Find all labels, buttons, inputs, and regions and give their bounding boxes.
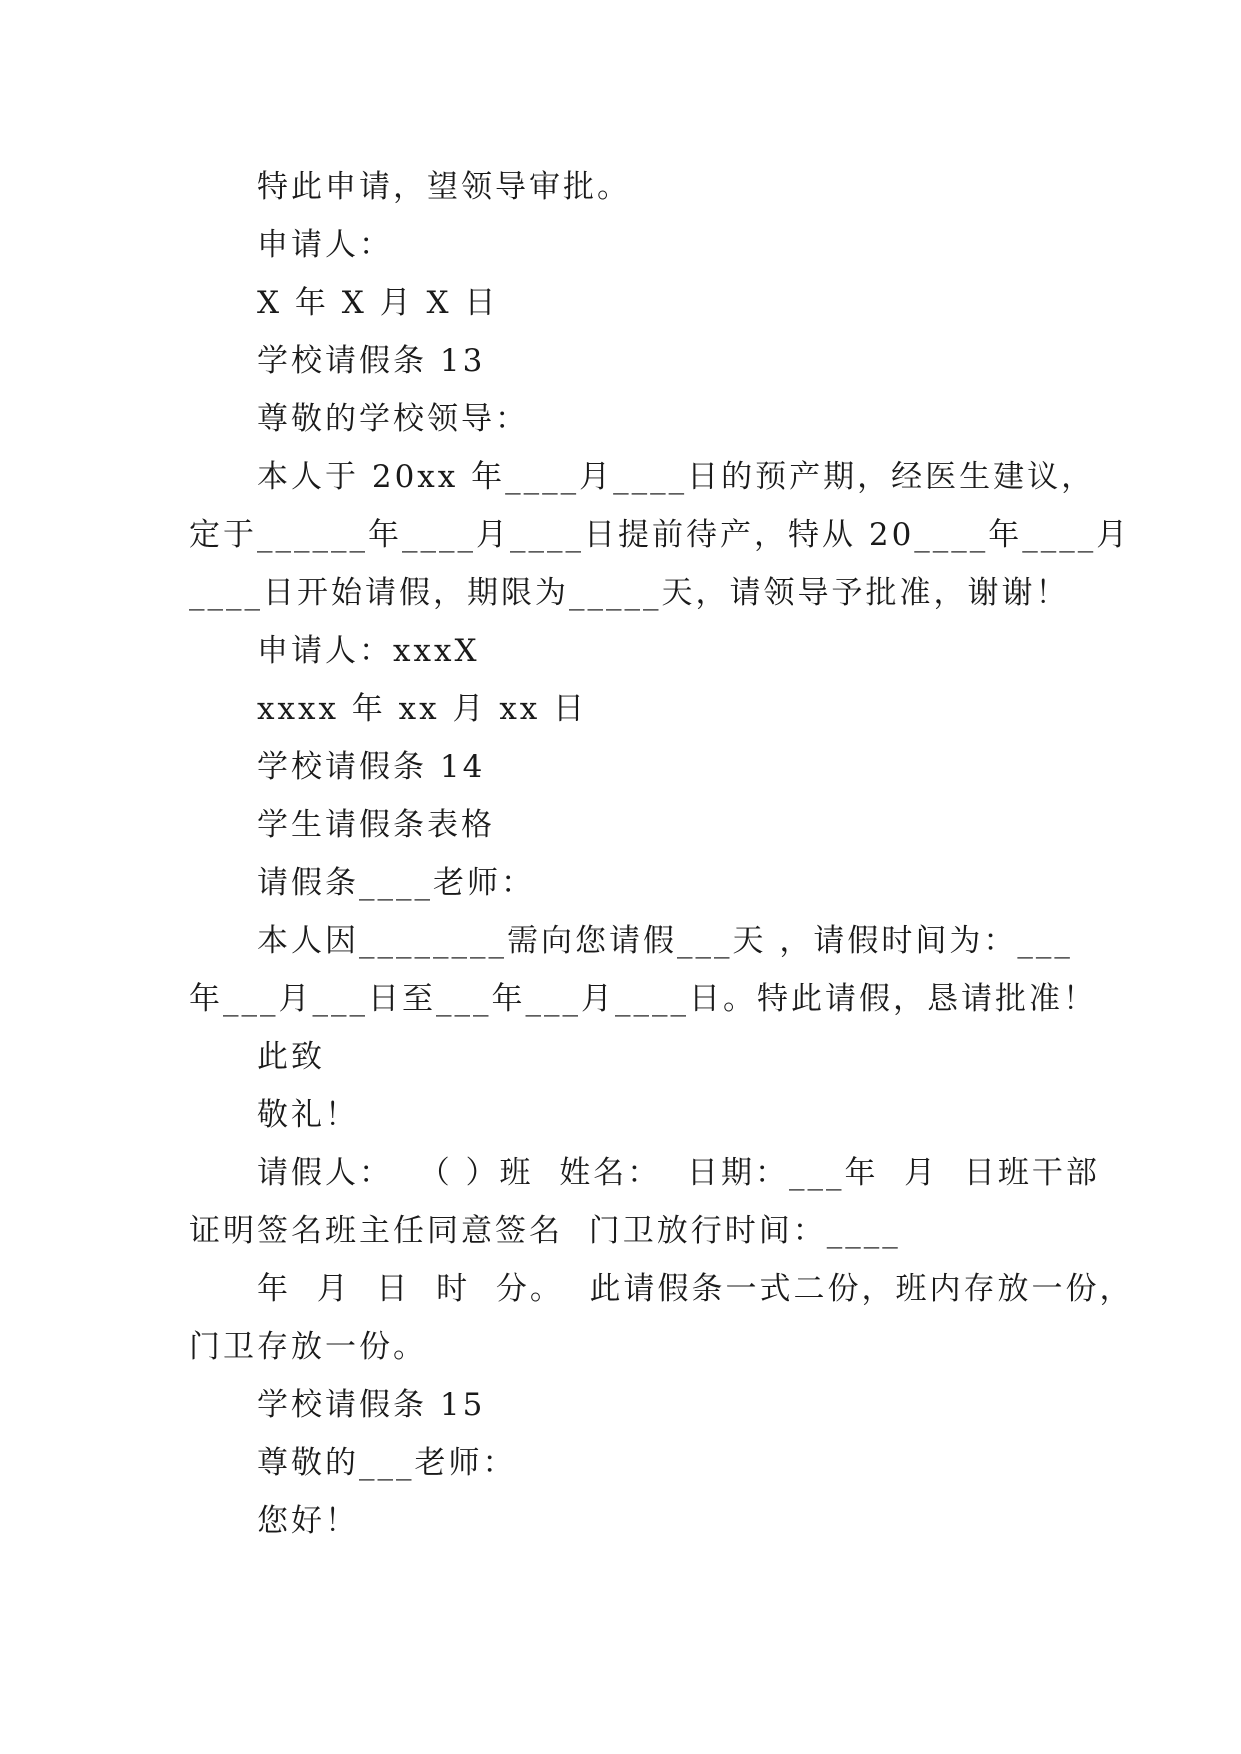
body-paragraph-line: 本人于 20xx 年____月____日的预产期，经医生建议，	[257, 459, 1096, 495]
closing-line: 此致	[257, 1039, 325, 1075]
applicant-label: 申请人：	[257, 227, 393, 263]
form-title: 学生请假条表格	[257, 807, 495, 843]
body-paragraph-line: 定于______年____月____日提前待产，特从 20____年____月	[189, 517, 1131, 553]
form-fields-line: 请假人： （ ）班 姓名： 日期：___年 月 日班干部	[257, 1155, 1100, 1191]
section-heading-14: 学校请假条 14	[257, 749, 486, 785]
body-paragraph-line: 年___月___日至___年___月____日。特此请假，恳请批准！	[189, 981, 1097, 1017]
applicant-signature-line: 申请人：xxxX	[257, 633, 480, 669]
greeting-line: 您好！	[257, 1503, 359, 1539]
salutation-line: 尊敬的学校领导：	[257, 401, 529, 437]
section-heading-13: 学校请假条 13	[257, 343, 486, 379]
form-fields-line: 证明签名班主任同意签名 门卫放行时间：____	[189, 1213, 901, 1249]
body-paragraph-line: ____日开始请假，期限为_____天，请领导予批准，谢谢！	[189, 575, 1070, 611]
closing-request-line: 特此申请，望领导审批。	[257, 169, 631, 205]
salutation-line: 尊敬的___老师：	[257, 1445, 517, 1481]
date-line: X 年 X 月 X 日	[257, 285, 499, 321]
form-note-line: 年 月 日 时 分。 此请假条一式二份，班内存放一份，	[257, 1271, 1134, 1307]
salutation-line: 请假条____老师：	[257, 865, 535, 901]
body-paragraph-line: 本人因________需向您请假___天 ，请假时间为：___	[257, 923, 1073, 959]
form-note-line: 门卫存放一份。	[189, 1329, 427, 1365]
closing-line: 敬礼！	[257, 1097, 359, 1133]
section-heading-15: 学校请假条 15	[257, 1387, 486, 1423]
date-line: xxxx 年 xx 月 xx 日	[257, 691, 588, 727]
